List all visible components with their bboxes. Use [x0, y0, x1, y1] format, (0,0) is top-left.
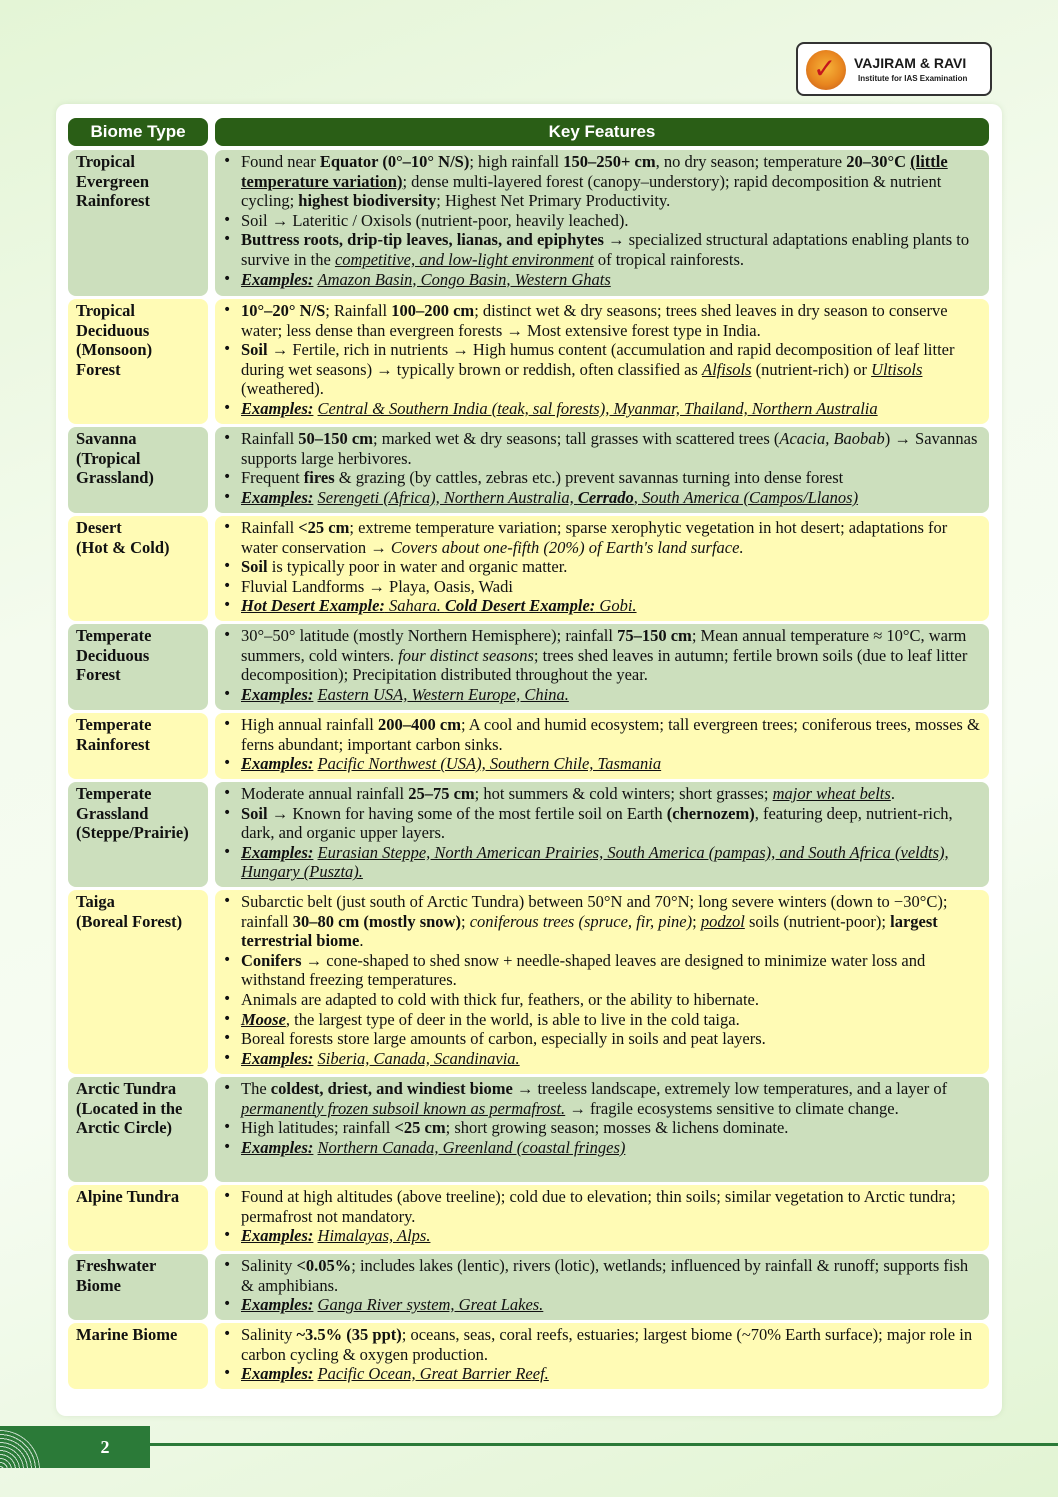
feature-item: [241, 301, 981, 340]
text-run: Subarctic belt (just south of Arctic Tundra) between 50°N and 70°N; long severe winters (down to −30°C); rainfall: [241, 892, 948, 931]
biome-name: Alpine Tundra: [76, 1187, 180, 1206]
text-run: 150–250+ cm: [563, 152, 656, 171]
feature-list: [241, 715, 981, 774]
text-run: → fragile ecosystems sensitive to climate change.: [565, 1098, 899, 1118]
biome-cell: [68, 1185, 208, 1251]
examples-value: Pacific Ocean, Great Barrier Reef.: [317, 1364, 549, 1384]
logo-emblem-icon: ✓: [806, 50, 846, 90]
text-run: (weathered).: [241, 379, 324, 399]
text-run: 10°–20° N/S: [241, 301, 326, 320]
biome-cell: [68, 890, 208, 1074]
features-cell: [215, 299, 989, 424]
feature-list: [241, 518, 981, 616]
biome-name: Tropical Deciduous (Monsoon) Forest: [76, 301, 153, 379]
feature-list: [241, 626, 981, 704]
text-run: Found near: [241, 152, 320, 171]
feature-list: [241, 152, 981, 289]
examples-item: [241, 488, 981, 508]
features-cell: [215, 782, 989, 887]
biome-name: Temperate Deciduous Forest: [76, 626, 152, 685]
text-run: ; includes lakes (lentic), rivers (lotic), wetlands; influenced by rainfall & runoff; supports fish & amphibians.: [241, 1256, 969, 1295]
text-run: Rainfall: [241, 518, 299, 537]
feature-item: [241, 1029, 981, 1049]
footer-arc-decoration: [0, 1430, 40, 1468]
text-run: 30°–50° latitude (mostly Northern Hemisphere); rainfall: [241, 626, 618, 645]
text-run: ~3.5% (35 ppt): [296, 1325, 402, 1344]
text-run: <25 cm: [298, 518, 350, 537]
footer-rule: [150, 1443, 1058, 1446]
text-run: Acacia, Baobab: [779, 429, 885, 448]
text-run: Boreal forests store large amounts of carbon, especially in soils and peat layers.: [241, 1029, 766, 1049]
header-key-features: Key Features: [215, 118, 989, 146]
examples-value: Eurasian Steppe, North American Prairies, South America (pampas), and South Africa (veldts), Hungary (Puszta).: [241, 842, 949, 882]
features-cell: [215, 1077, 989, 1182]
feature-item: [241, 152, 981, 211]
feature-item: [241, 596, 981, 616]
feature-item: [241, 784, 981, 804]
text-run: major wheat belts: [772, 784, 891, 803]
feature-item: [241, 1010, 981, 1030]
text-run: Salinity: [241, 1325, 297, 1344]
text-run: , featuring deep, nutrient-rich, dark, and organic upper layers.: [241, 803, 953, 843]
text-run: Serengeti (Africa), Northern Australia,: [317, 487, 578, 507]
text-run: ; Highest Net Primary Productivity.: [436, 191, 671, 211]
logo-name: VAJIRAM & RAVI: [854, 55, 967, 71]
institute-logo: [796, 42, 992, 96]
examples-item: [241, 754, 981, 774]
text-run: ; dense multi-layered forest (canopy–understory); rapid decomposition & nutrient cycling;: [241, 171, 942, 211]
text-run: ; oceans, seas, coral reefs, estuaries; largest biome (~70% Earth surface); major role in carbon cycling & oxygen production.: [241, 1325, 973, 1364]
feature-item: [241, 626, 981, 685]
text-run: Soil → Lateritic / Oxisols (nutrient-poor, heavily leached).: [241, 210, 629, 230]
text-run: <0.05%: [296, 1256, 352, 1275]
examples-label: Examples:: [241, 269, 314, 289]
feature-item: [241, 990, 981, 1010]
feature-item: [241, 1325, 981, 1364]
feature-item: [241, 340, 981, 399]
text-run: 20–30°C: [846, 152, 906, 171]
text-run: fires: [303, 468, 335, 488]
examples-label: Examples:: [241, 487, 314, 507]
text-run: Animals are adapted to cold with thick fur, feathers, or the ability to hibernate.: [241, 989, 760, 1009]
biome-cell: [68, 299, 208, 424]
feature-list: [241, 1079, 981, 1157]
text-run: Fluvial Landforms → Playa, Oasis, Wadi: [241, 576, 513, 596]
biome-name: Taiga (Boreal Forest): [76, 892, 183, 931]
examples-label: Examples:: [241, 1048, 314, 1068]
biome-name: Freshwater Biome: [76, 1256, 157, 1295]
text-run: Equator (0°–10° N/S): [319, 152, 470, 171]
text-run: Sahara.: [384, 596, 445, 616]
text-run: ; trees shed leaves in autumn; fertile brown soils (due to leaf litter decomposition); Precipitation distributed throughout the year.: [241, 645, 968, 685]
text-run: four distinct seasons: [398, 645, 534, 665]
examples-label: Examples:: [241, 684, 314, 704]
features-cell: [215, 1254, 989, 1320]
text-run: <25 cm: [394, 1118, 446, 1138]
features-cell: [215, 516, 989, 621]
feature-item: [241, 1118, 981, 1138]
text-run: 75–150 cm: [617, 626, 692, 645]
biome-cell: [68, 427, 208, 513]
features-cell: [215, 150, 989, 296]
biome-cell: [68, 516, 208, 621]
text-run: permanently frozen subsoil known as permafrost.: [241, 1098, 566, 1118]
text-run: 50–150 cm: [298, 429, 373, 448]
examples-value: Ganga River system, Great Lakes.: [317, 1295, 544, 1315]
text-run: Buttress roots, drip-tip leaves, lianas, and epiphytes: [241, 230, 604, 250]
text-run: → Known for having some of the most fertile soil on Earth: [267, 803, 667, 823]
text-run: ;: [692, 911, 701, 931]
biome-name: Desert (Hot & Cold): [76, 518, 170, 557]
examples-label: Examples:: [241, 398, 314, 418]
text-run: Conifers: [241, 950, 302, 970]
examples-label: Examples:: [241, 842, 314, 862]
biome-cell: [68, 624, 208, 710]
text-run: Hot Desert Example:: [241, 596, 385, 616]
text-run: Moderate annual rainfall: [241, 784, 409, 803]
feature-item: [241, 518, 981, 557]
text-run: Moose: [241, 1009, 286, 1029]
text-run: ; marked wet & dry seasons; tall grasses with scattered trees (: [372, 429, 780, 448]
biome-name: Marine Biome: [76, 1325, 178, 1344]
text-run: → treeless landscape, extremely low temperatures, and a layer of: [512, 1079, 948, 1098]
examples-value: Pacific Northwest (USA), Southern Chile, Tasmania: [317, 754, 662, 774]
feature-list: [241, 1256, 981, 1315]
feature-item: [241, 577, 981, 597]
text-run: 200–400 cm: [378, 715, 461, 734]
examples-value: Siberia, Canada, Scandinavia.: [317, 1048, 520, 1068]
text-run: Soil: [241, 340, 268, 360]
features-cell: [215, 624, 989, 710]
text-run: (chernozem): [666, 803, 755, 823]
feature-item: [241, 804, 981, 843]
text-run: 30–80 cm (mostly snow): [292, 911, 461, 931]
examples-label: Examples:: [241, 1226, 314, 1246]
examples-label: Examples:: [241, 1295, 314, 1315]
feature-item: [241, 951, 981, 990]
text-run: → cone-shaped to shed snow + needle-shaped leaves are designed to minimize water loss and withstand freezing temperatures.: [241, 950, 926, 990]
feature-list: [241, 1325, 981, 1384]
feature-item: [241, 715, 981, 754]
features-cell: [215, 713, 989, 779]
text-run: Found at high altitudes (above treeline); cold due to elevation; thin soils; similar vegetation to Arctic tundra; permafrost not mandatory.: [241, 1187, 956, 1226]
examples-label: Examples:: [241, 1137, 314, 1157]
logo-subtitle: Institute for IAS Examination: [858, 74, 968, 83]
feature-item: [241, 1256, 981, 1295]
text-run: coniferous trees (spruce, fir, pine): [469, 911, 693, 931]
text-run: of tropical rainforests.: [593, 249, 744, 269]
feature-list: [241, 429, 981, 507]
biome-cell: [68, 1077, 208, 1182]
examples-value: Central & Southern India (teak, sal forests), Myanmar, Thailand, Northern Australia: [317, 398, 878, 418]
feature-item: [241, 892, 981, 951]
text-run: Cold Desert Example:: [444, 596, 596, 616]
examples-item: [241, 685, 981, 705]
text-run: podzol: [700, 911, 745, 931]
examples-value: Amazon Basin, Congo Basin, Western Ghats: [317, 269, 611, 289]
text-run: coldest, driest, and windiest biome: [270, 1079, 513, 1098]
text-run: is typically poor in water and organic matter.: [267, 557, 568, 577]
examples-item: [241, 843, 981, 882]
feature-item: [241, 429, 981, 468]
text-run: ; hot summers & cold winters; short grasses;: [474, 784, 773, 803]
text-run: ; short growing season; mosses & lichens dominate.: [445, 1118, 789, 1138]
text-run: highest biodiversity: [298, 191, 437, 211]
text-run: The: [241, 1079, 271, 1098]
text-run: Soil: [241, 803, 268, 823]
text-run: 100–200 cm: [391, 301, 475, 320]
text-run: , South America (Campos/Llanos): [633, 487, 859, 507]
feature-item: [241, 1079, 981, 1118]
text-run: competitive, and low-light environment: [334, 249, 594, 269]
text-run: Alfisols: [701, 359, 752, 379]
feature-list: [241, 1187, 981, 1246]
text-run: ;: [460, 911, 470, 931]
feature-item: [241, 468, 981, 488]
features-cell: [215, 427, 989, 513]
examples-item: [241, 1364, 981, 1384]
text-run: & grazing (by cattles, zebras etc.) prevent savannas turning into dense forest: [334, 468, 844, 488]
feature-item: [241, 557, 981, 577]
examples-item: [241, 1295, 981, 1315]
text-run: Cerrado: [577, 487, 634, 507]
feature-list: [241, 301, 981, 419]
text-run: Salinity: [241, 1256, 297, 1275]
text-run: ; A cool and humid ecosystem; tall evergreen trees; coniferous trees, mosses & ferns abundant; important carbon sinks.: [241, 715, 980, 754]
feature-list: [241, 892, 981, 1068]
examples-value: Eastern USA, Western Europe, China.: [317, 684, 569, 704]
text-run: Ultisols: [871, 359, 923, 379]
text-run: ; distinct wet & dry seasons; trees shed leaves in dry season to conserve water; less dense than evergreen forests → Most extensive forest type in India.: [241, 301, 948, 340]
text-run: ; high rainfall: [469, 152, 564, 171]
feature-list: [241, 784, 981, 882]
examples-label: Examples:: [241, 1364, 314, 1384]
biome-cell: [68, 1323, 208, 1389]
text-run: Rainfall: [241, 429, 299, 448]
header-biome-type: Biome Type: [68, 118, 208, 146]
text-run: , the largest type of deer in the world, is able to live in the cold taiga.: [285, 1009, 740, 1029]
biome-cell: [68, 150, 208, 296]
biome-cell: [68, 713, 208, 779]
biome-name: Temperate Rainforest: [76, 715, 152, 754]
features-cell: [215, 1323, 989, 1389]
text-run: soils (nutrient-poor);: [744, 911, 891, 931]
text-run: → Fertile, rich in nutrients → High humus content (accumulation and rapid decomposition of leaf litter during wet seasons) → typically brown or reddish, often classified as: [241, 340, 955, 379]
biome-name: Temperate Grassland (Steppe/Prairie): [76, 784, 189, 843]
biome-cell: [68, 782, 208, 887]
text-run: ; extreme temperature variation; sparse xerophytic vegetation in hot desert; adaptations for water conservation →: [241, 518, 948, 557]
examples-label: Examples:: [241, 754, 314, 774]
text-run: Gobi.: [595, 596, 637, 616]
feature-item: [241, 1187, 981, 1226]
examples-item: [241, 270, 981, 290]
examples-item: [241, 1226, 981, 1246]
feature-item: [241, 230, 981, 269]
feature-item: [241, 211, 981, 231]
examples-item: [241, 1138, 981, 1158]
text-run: High annual rainfall: [241, 715, 378, 734]
text-run: .: [890, 784, 895, 803]
text-run: ; Rainfall: [325, 301, 392, 320]
features-cell: [215, 890, 989, 1074]
text-run: High latitudes; rainfall: [241, 1118, 395, 1138]
features-cell: [215, 1185, 989, 1251]
biome-name: Arctic Tundra (Located in the Arctic Circle): [76, 1079, 183, 1138]
examples-value: Northern Canada, Greenland (coastal fringes): [317, 1137, 626, 1157]
text-run: Covers about one-fifth (20%) of Earth's land surface.: [390, 537, 744, 557]
text-run: Soil: [241, 557, 268, 577]
text-run: → specialized structural adaptations enabling plants to survive in the: [241, 230, 970, 269]
biome-name: Savanna (Tropical Grassland): [76, 429, 154, 488]
text-run: largest terrestrial biome: [241, 911, 938, 951]
text-run: 25–75 cm: [408, 784, 475, 803]
text-run: (nutrient-rich) or: [751, 359, 872, 379]
text-run: (little temperature variation): [241, 152, 948, 191]
text-run: .: [359, 931, 364, 951]
text-run: , no dry season; temperature: [655, 152, 847, 171]
text-run: Frequent: [241, 468, 304, 488]
biome-name: Tropical Evergreen Rainforest: [76, 152, 150, 211]
examples-item: [241, 1049, 981, 1069]
text-run: ) → Savannas supports large herbivores.: [241, 429, 978, 468]
text-run: ; Mean annual temperature ≈ 10°C, warm summers, cold winters.: [241, 626, 967, 665]
biome-cell: [68, 1254, 208, 1320]
page-number: 2: [100, 1437, 110, 1457]
examples-item: [241, 399, 981, 419]
examples-value: Himalayas, Alps.: [317, 1226, 431, 1246]
